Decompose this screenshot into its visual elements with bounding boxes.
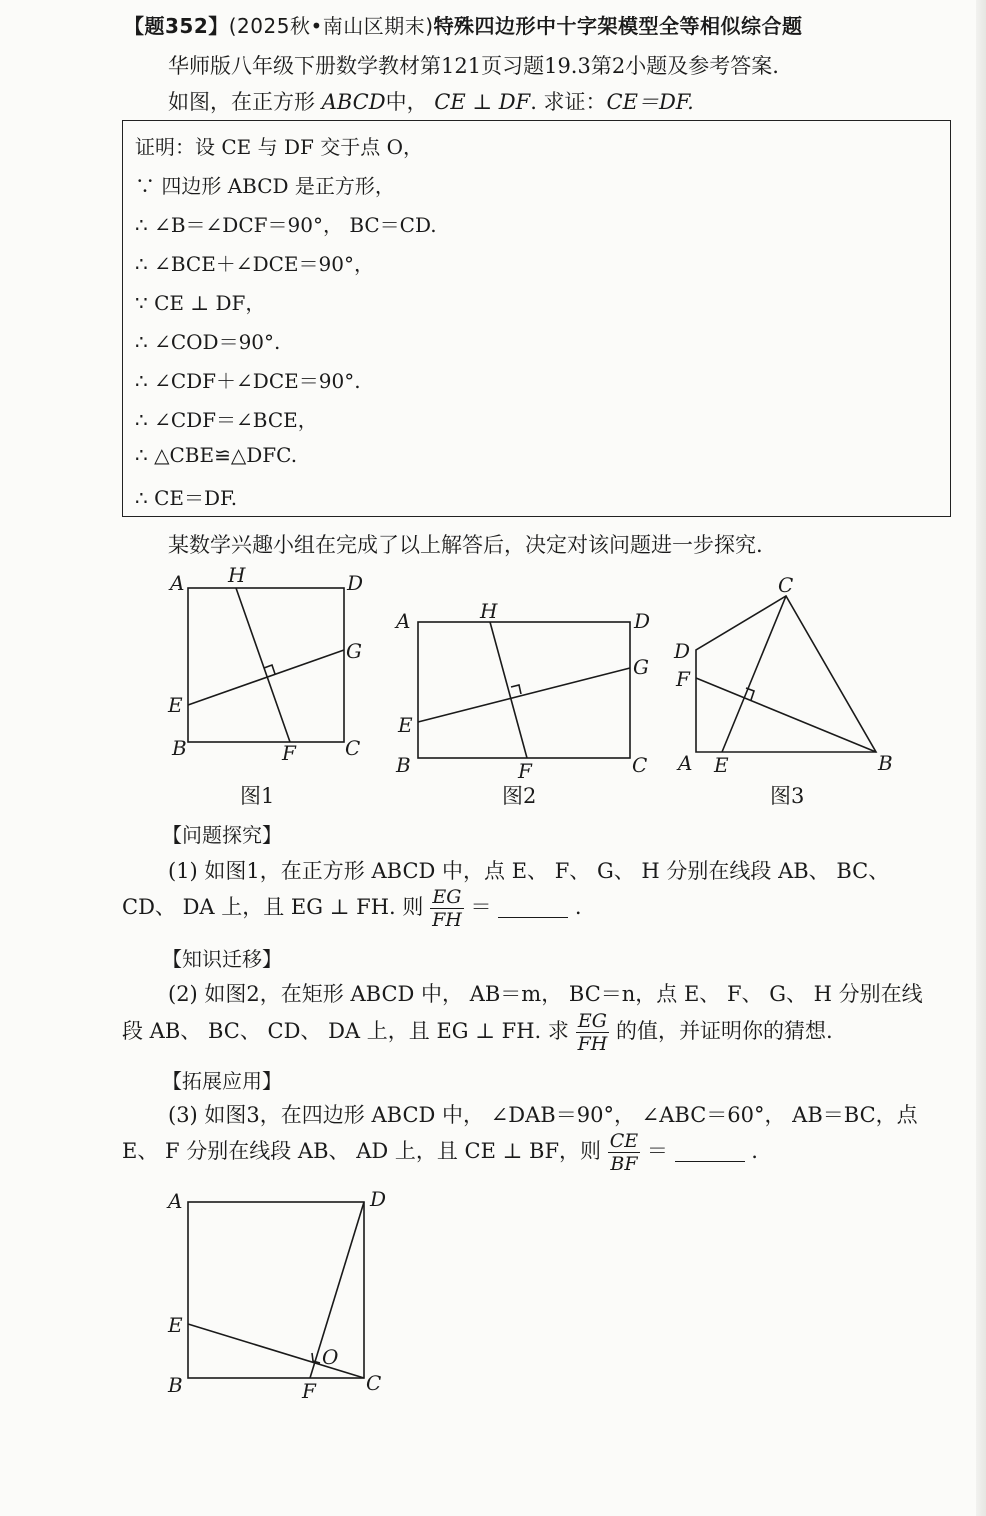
fig4-label-c: C — [366, 1371, 382, 1395]
problem-title — [124, 10, 803, 39]
fig1-label-b: B — [172, 736, 187, 760]
q3-frac-num: CE — [609, 1130, 639, 1152]
fig2-segment-hf — [490, 622, 527, 758]
fig2-label-f: F — [518, 759, 532, 783]
q2-line-2-post: 的值，并证明你的猜想. — [616, 1019, 833, 1043]
q1-frac-den: FH — [432, 909, 462, 931]
fig3-label-a: A — [678, 751, 693, 775]
q2-line-1: (2) 如图2，在矩形 ABCD 中， AB＝m， BC＝n，点 E、 F、 G、 H 分别在线 — [168, 982, 923, 1006]
proof-line-8: ∴ ∠CDF＝∠BCE， — [135, 408, 318, 432]
q2-frac-num: EG — [576, 1010, 610, 1033]
q3-equals: ＝ — [646, 1139, 668, 1163]
q2-line-2 — [122, 1010, 833, 1055]
fig4-label-b: B — [168, 1373, 183, 1397]
fig3-quadrilateral — [696, 596, 876, 752]
q2-line-2-pre: 段 AB、 BC、 CD、 DA 上，且 EG ⊥ FH. 求 — [122, 1019, 569, 1043]
prompt-goal: CE＝DF. — [606, 90, 694, 114]
fig2-right-angle-mark — [511, 685, 521, 694]
proof-box — [122, 120, 951, 517]
fig3-label-d: D — [674, 639, 691, 663]
fig3-segment-fb — [696, 678, 876, 752]
problem-prompt — [168, 86, 694, 116]
fig2-caption: 图2 — [502, 784, 537, 808]
fig3-caption: 图3 — [770, 784, 805, 808]
q1-fraction — [430, 886, 464, 931]
problem-source: (2025秋•南山区期末) — [228, 14, 434, 38]
textbook-reference: 华师版八年级下册数学教材第121页习题19.3第2小题及参考答案. — [168, 54, 779, 78]
q3-line-2-pre: E、 F 分别在线段 AB、 AD 上，且 CE ⊥ BF，则 — [122, 1139, 602, 1163]
q3-line-2 — [122, 1130, 758, 1175]
fig3-label-e: E — [714, 753, 729, 777]
figure-4 — [150, 1180, 430, 1410]
fig4-label-a: A — [168, 1189, 183, 1213]
q1-line-2-pre: CD、 DA 上，且 EG ⊥ FH. 则 — [122, 895, 424, 919]
section-heading-2: 【知识迁移】 — [162, 947, 282, 971]
proof-line-6: ∴ ∠COD＝90°. — [135, 330, 281, 354]
q1-end: . — [574, 895, 582, 919]
figure-3 — [673, 573, 893, 808]
fig1-label-c: C — [345, 736, 361, 760]
fig2-label-h: H — [480, 599, 498, 623]
q1-answer-blank[interactable] — [498, 899, 568, 918]
figure-2 — [394, 599, 650, 808]
problem-topic: 特殊四边形中十字架模型全等相似综合题 — [433, 14, 803, 38]
q3-answer-blank[interactable] — [675, 1143, 745, 1162]
fig2-label-c: C — [632, 753, 648, 777]
intro-text: 某数学兴趣小组在完成了以上解答后，决定对该问题进一步探究. — [168, 533, 763, 557]
fig1-label-e: E — [168, 693, 183, 717]
q1-line-2 — [122, 886, 582, 931]
fig2-segment-eg — [418, 668, 630, 722]
proof-line-7: ∴ ∠CDF＋∠DCE＝90°. — [135, 369, 361, 393]
fig3-label-c: C — [778, 573, 794, 597]
fig1-caption: 图1 — [240, 784, 275, 808]
q3-frac-den: BF — [610, 1153, 638, 1175]
proof-line-10: ∴ CE＝DF. — [135, 486, 238, 510]
fig4-label-o: O — [322, 1345, 339, 1369]
figure-1 — [167, 563, 363, 808]
section-heading-3: 【拓展应用】 — [162, 1069, 282, 1093]
fig1-segment-eg — [188, 650, 344, 705]
fig1-label-f: F — [282, 741, 296, 765]
fig3-segment-ce — [722, 596, 786, 752]
q2-fraction — [576, 1010, 610, 1055]
proof-line-2: ∵ 四边形 ABCD 是正方形， — [135, 174, 395, 198]
problem-tag: 【题352】 — [124, 14, 229, 38]
q1-frac-num: EG — [430, 886, 464, 909]
proof-line-3: ∴ ∠B＝∠DCF＝90°， BC＝CD. — [135, 213, 437, 237]
prompt-qiuzheng: . 求证： — [530, 90, 607, 114]
fig3-label-b: B — [878, 751, 893, 775]
prompt-abcd: ABCD — [321, 90, 386, 114]
figures-row — [0, 560, 986, 820]
fig1-square — [188, 588, 344, 742]
prompt-condition: CE ⊥ DF — [434, 90, 531, 114]
proof-line-9: ∴ △CBE≌△DFC. — [135, 443, 298, 467]
fig1-label-a: A — [170, 571, 185, 595]
prompt-prefix: 如图，在正方形 — [168, 90, 315, 114]
q3-line-1: (3) 如图3，在四边形 ABCD 中， ∠DAB＝90°， ∠ABC＝60°， AB＝BC，点 — [168, 1103, 918, 1127]
fig2-label-a: A — [396, 609, 411, 633]
fig4-label-d: D — [370, 1187, 387, 1211]
proof-line-1: 证明：设 CE 与 DF 交于点 O， — [135, 135, 423, 159]
q2-frac-den: FH — [577, 1033, 608, 1055]
prompt-middle: 中， — [385, 90, 428, 114]
q1-equals: ＝ — [470, 895, 492, 919]
fig4-label-e: E — [168, 1313, 183, 1337]
fig1-label-d: D — [347, 571, 364, 595]
fig4-label-f: F — [302, 1379, 316, 1403]
fig2-label-e: E — [398, 713, 413, 737]
fig1-segment-hf — [236, 588, 290, 742]
q1-line-1: (1) 如图1，在正方形 ABCD 中，点 E、 F、 G、 H 分别在线段 AB、 BC、 — [168, 859, 890, 883]
fig1-label-h: H — [228, 563, 246, 587]
section-heading-1: 【问题探究】 — [162, 823, 282, 847]
fig2-label-d: D — [634, 609, 651, 633]
fig2-label-g: G — [633, 655, 649, 679]
fig3-label-f: F — [676, 667, 690, 691]
fig2-label-b: B — [396, 753, 411, 777]
proof-line-4: ∴ ∠BCE＋∠DCE＝90°， — [135, 252, 374, 276]
fig2-rectangle — [418, 622, 630, 758]
proof-line-5: ∵ CE ⊥ DF， — [135, 291, 266, 315]
fig1-label-g: G — [346, 639, 362, 663]
q3-fraction — [608, 1130, 640, 1175]
q3-end: . — [751, 1139, 758, 1163]
